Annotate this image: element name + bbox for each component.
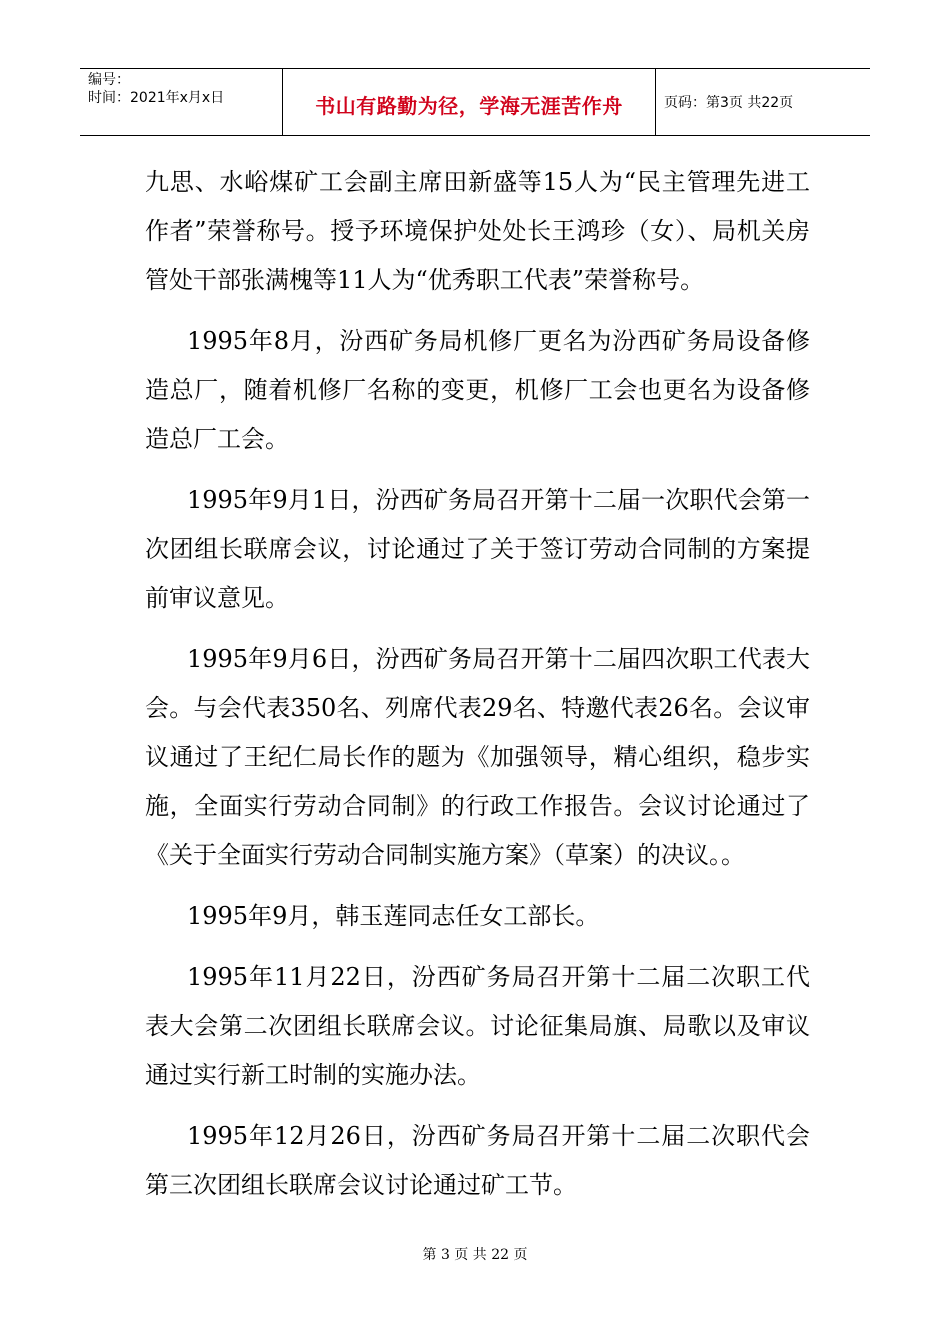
body-paragraph: 1995年11月22日，汾西矿务局召开第十二届二次职工代表大会第二次团组长联席会议。讨论征集局旗、局歌以及审议通过实行新工时制的实施办法。 [145, 963, 810, 1089]
header-page-info: 页码：第3页 共22页 [664, 95, 794, 111]
body-paragraph: 1995年9月1日，汾西矿务局召开第十二届一次职代会第一次团组长联席会议，讨论通过了关于签订劳动合同制的方案提前审议意见。 [145, 486, 810, 612]
body-paragraph: 1995年9月，韩玉莲同志任女工部长。 [187, 902, 600, 930]
page-header [80, 68, 870, 136]
body-paragraph: 1995年12月26日，汾西矿务局召开第十二届二次职代会第三次团组长联席会议讨论通过矿工节。 [145, 1122, 810, 1199]
header-motto: 书山有路勤为径，学海无涯苦作舟 [283, 69, 656, 135]
document-date-label: 时间：2021年x月x日 [88, 90, 225, 106]
document-number-label: 编号： [88, 72, 130, 88]
page-footer: 第 3 页 共 22 页 [422, 1247, 528, 1263]
document-body [145, 158, 810, 1222]
body-paragraph: 1995年8月，汾西矿务局机修厂更名为汾西矿务局设备修造总厂，随着机修厂名称的变更，机修厂工会也更名为设备修造总厂工会。 [145, 327, 810, 453]
body-paragraph: 九思、水峪煤矿工会副主席田新盛等15人为“民主管理先进工作者”荣誉称号。授予环境保护处处长王鸿珍（女）、局机关房管处干部张满槐等11人为“优秀职工代表”荣誉称号。 [145, 168, 810, 294]
header-meta-cell [80, 69, 283, 135]
body-paragraph: 1995年9月6日，汾西矿务局召开第十二届四次职工代表大会。与会代表350名、列席代表29名、特邀代表26名。会议审议通过了王纪仁局长作的题为《加强领导，精心组织，稳步实施，全面实行劳动合同制》的行政工作报告。会议讨论通过了《关于全面实行劳动合同制实施方案》（草案）的决议。。 [145, 645, 810, 869]
